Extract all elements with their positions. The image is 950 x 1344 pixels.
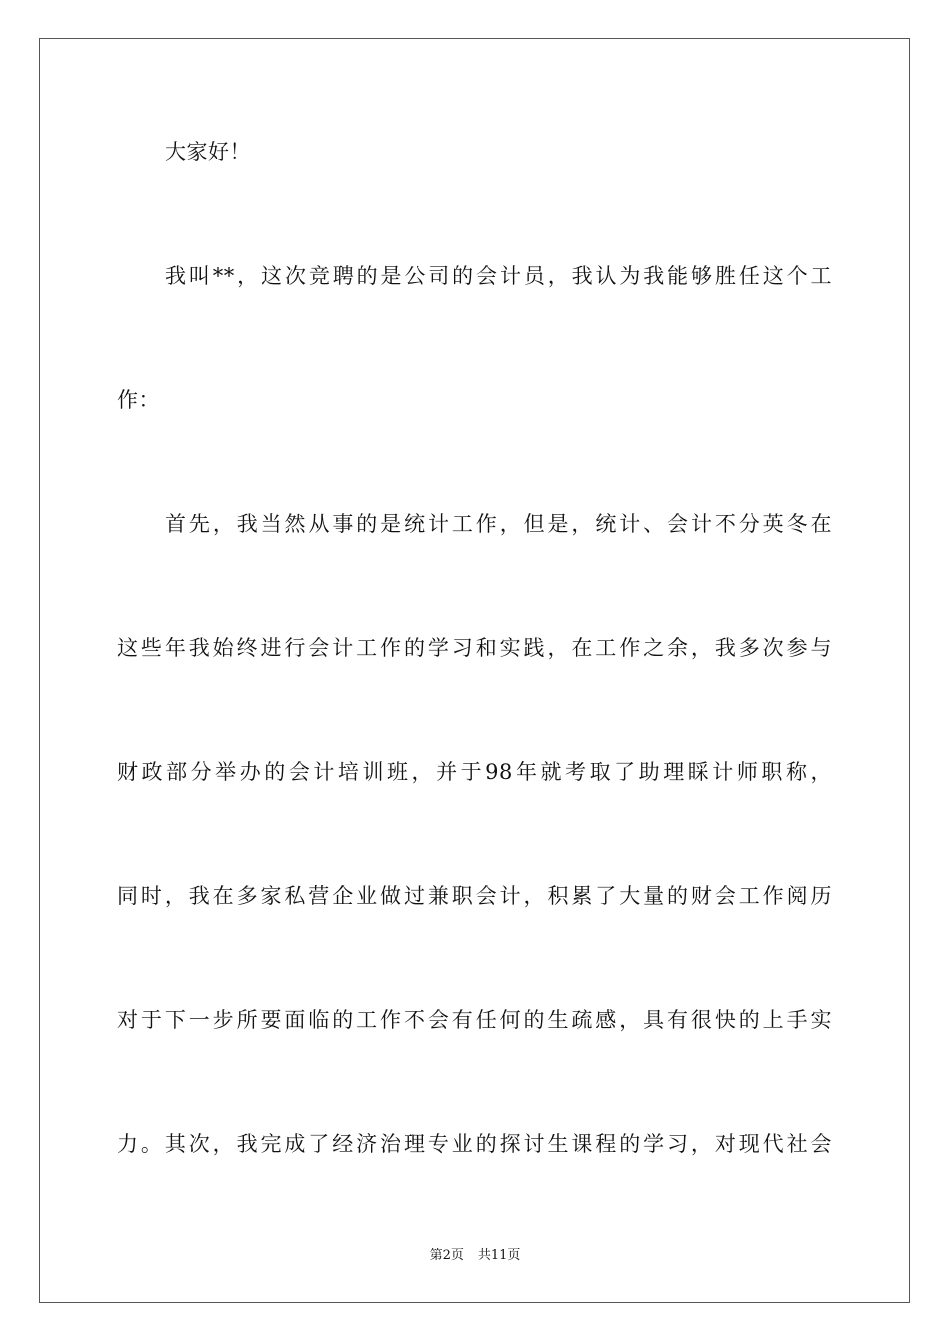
text-line-body: 同时，我在多家私营企业做过兼职会计，积累了大量的财会工作阅历 — [117, 884, 832, 908]
text-line-body: 这些年我始终进行会计工作的学习和实践，在工作之余，我多次参与 — [117, 636, 832, 660]
text-line-intro: 我叫**，这次竞聘的是公司的会计员，我认为我能够胜任这个工 — [165, 264, 832, 288]
text-line-greeting: 大家好！ — [165, 140, 251, 164]
text-line-body: 财政部分举办的会计培训班，并于98年就考取了助理睬计师职称， — [117, 760, 832, 784]
text-line-first: 首先，我当然从事的是统计工作，但是，统计、会计不分英冬在 — [165, 512, 832, 536]
page-number: 第2页 — [429, 1248, 464, 1263]
text-line-intro-cont: 作： — [117, 388, 160, 412]
text-line-body: 对于下一步所要面临的工作不会有任何的生疏感，具有很快的上手实 — [117, 1008, 832, 1032]
text-line-body: 力。其次，我完成了经济治理专业的探讨生课程的学习，对现代社会 — [117, 1132, 832, 1156]
page-total: 共11页 — [477, 1248, 521, 1263]
page-footer — [0, 1246, 950, 1266]
page-frame — [39, 38, 910, 1303]
